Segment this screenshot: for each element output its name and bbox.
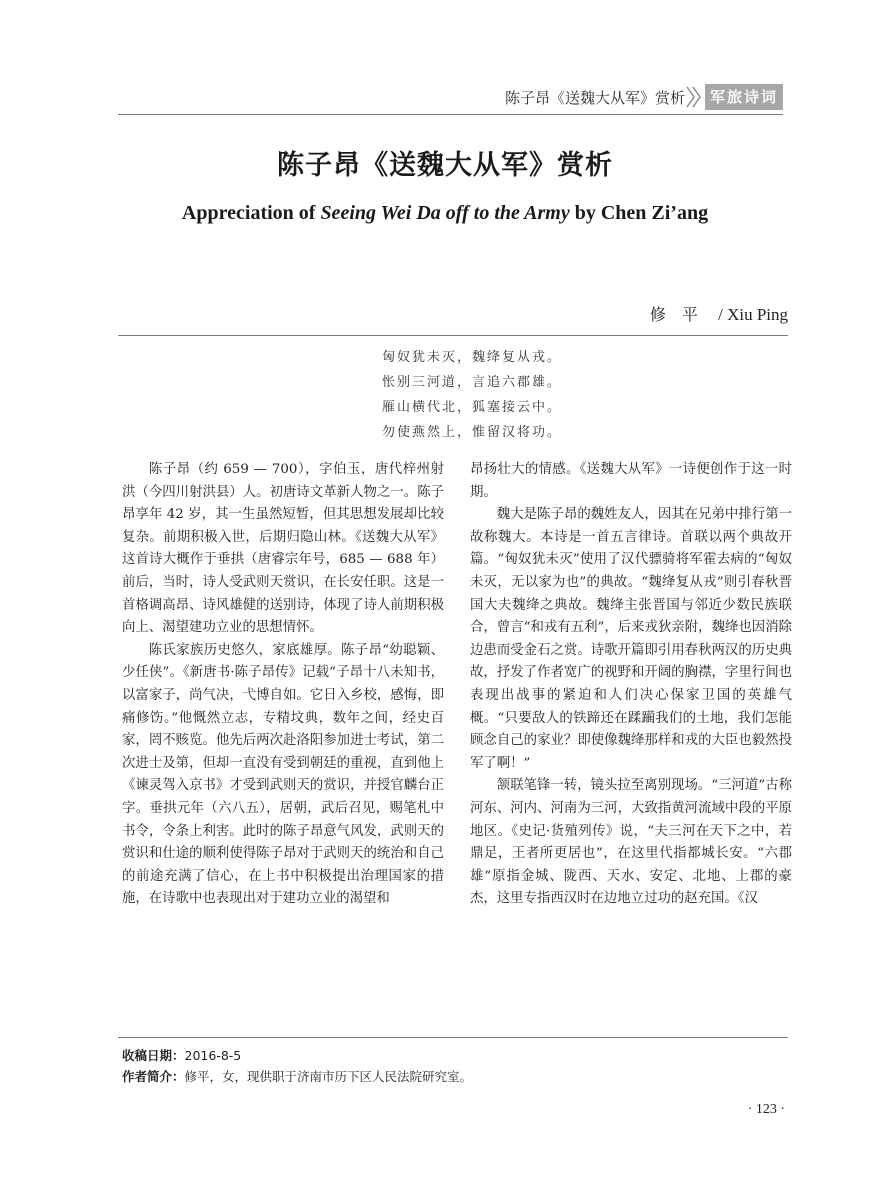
author-name-chinese: 修平	[649, 305, 714, 324]
page-number: · 123 ·	[747, 1102, 785, 1117]
author-line	[560, 302, 788, 325]
received-date: 2016-8-5	[184, 1048, 242, 1063]
footnote-author-bio	[122, 1067, 782, 1085]
body-paragraph: 颔联笔锋一转，镜头拉至离别现场。“三河道”古称河东、河内、河南为三河，大致指黄河流域中段的平原地区。《史记·货殖列传》说，“夫三河在天下之中，若鼎足，王者所更居也”，在这里代指都城长安。“六郡雄”原指金城、陇西、天水、安定、北地、上郡的豪杰，这里专指西汉时在边地立过功的赵充国。《汉	[470, 778, 792, 907]
bio-text: 修平，女，现供职于济南市历下区人民法院研究室。	[184, 1069, 473, 1084]
article-title-english	[0, 202, 890, 225]
body-column-right	[470, 459, 792, 911]
poem-line: 勿使燕然上，惟留汉将功。	[382, 425, 563, 440]
running-header-title: 陈子昂《送魏大从军》赏析	[504, 89, 685, 107]
header-divider	[118, 114, 783, 115]
double-chevron-icon	[684, 84, 704, 110]
body-paragraph: 陈氏家族历史悠久，家底雄厚。陈子昂“幼聪颖、少任侠”。《新唐书·陈子昂传》记载“子昂十八未知书，以富家子，尚气决，弋博自如。它日入乡校，感悔，即痛修饬。”他慨然立志，专精坟典，数年之间，经史百家，罔不赅览。他先后两次赴洛阳参加进士考试，第二次进士及第，但却一直没有受到朝廷的重视，直到他上《谏灵驾入京书》才受到武则天的赏识，并授官麟台正字。垂拱元年（六八五），居朝，武后召见，赐笔札中书令，令条上利害。此时的陈子昂意气风发，武则天的赏识和仕途的顺利使得陈子昂对于武则天的统治和自己的前途充满了信心，在上书中积极提出治理国家的措施，在诗歌中也表现出对于建功立业的渴望和	[122, 642, 444, 907]
english-title-work: Seeing Wei Da off to the Army	[320, 202, 570, 224]
author-separator: /	[713, 305, 728, 324]
body-paragraph: 魏大是陈子昂的魏姓友人，因其在兄弟中排行第一故称魏大。本诗是一首五言律诗。首联以两个典故开篇。“匈奴犹未灭”使用了汉代骠骑将军霍去病的“匈奴未灭，无以家为也”的典故。“魏绛复从戎”则引春秋晋国大夫魏绛之典故。魏绛主张晋国与邻近少数民族联合，曾言“和戎有五利”，后来戎狄亲附，魏绛也因消除边患而受金石之赏。诗歌开篇即引用春秋两汉的历史典故，抒发了作者宽广的视野和开阔的胸襟，字里行间也表现出战事的紧迫和人们决心保家卫国的英雄气概。“只要敌人的铁蹄还在蹂躏我们的土地，我们怎能顾念自己的家业？即使像魏绛那样和戎的大臣也毅然投军了啊！”	[470, 507, 792, 771]
footnote-received	[122, 1046, 782, 1064]
body-paragraph: 陈子昂（约 659 — 700），字伯玉，唐代梓州射洪（今四川射洪县）人。初唐诗文革新人物之一。陈子昂享年 42 岁，其一生虽然短暂，但其思想发展却比较复杂。前期积极入世，后期归隐山林。《送魏大从军》这首诗大概作于垂拱（唐睿宗年号，685 — 688 年）前后，当时，诗人受武则天赏识，在长安任职。这是一首格调高昂、诗风雄健的送别诗，体现了诗人前期积极向上、渴望建功立业的思想情怀。	[122, 462, 444, 636]
poem-line: 怅别三河道，言追六郡雄。	[382, 375, 563, 390]
author-name-pinyin: Xiu Ping	[727, 305, 788, 324]
article-title-chinese: 陈子昂《送魏大从军》赏析	[277, 150, 613, 181]
author-divider	[118, 335, 788, 336]
english-title-suffix: by Chen Zi’ang	[569, 202, 709, 224]
body-paragraph: 昂扬壮大的情感。《送魏大从军》一诗便创作于这一时期。	[470, 462, 792, 500]
bio-label: 作者简介：	[122, 1069, 185, 1084]
poem-line: 匈奴犹未灭，魏绛复从戎。	[382, 350, 563, 365]
column-badge: 军旅诗词	[705, 84, 783, 110]
poem-block	[382, 345, 682, 445]
poem-line: 雁山横代北，狐塞接云中。	[382, 400, 563, 415]
footnote-divider	[118, 1037, 788, 1038]
received-label: 收稿日期：	[122, 1048, 185, 1063]
english-title-prefix: Appreciation of	[181, 202, 321, 224]
body-column-left	[122, 459, 444, 911]
